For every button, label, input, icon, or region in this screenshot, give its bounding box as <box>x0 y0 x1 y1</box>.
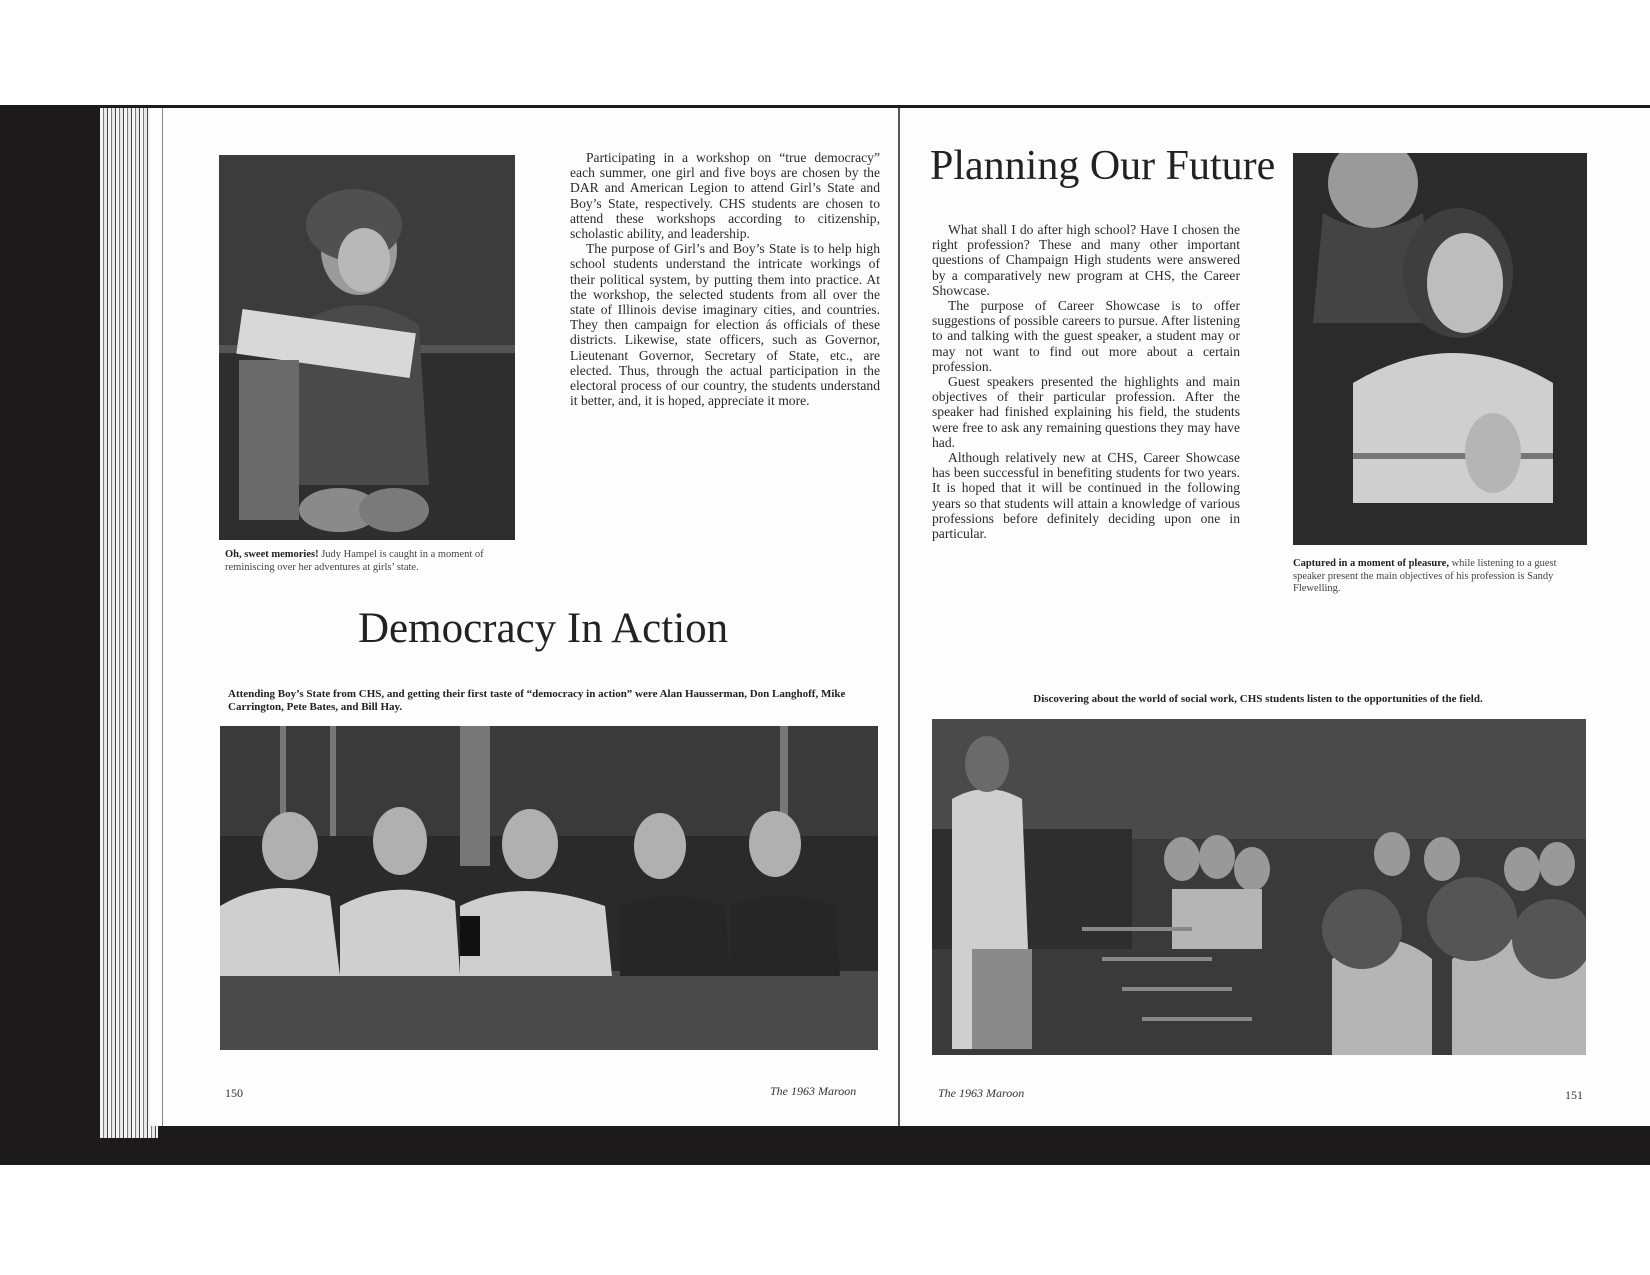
career-showcase-article <box>932 222 1240 541</box>
caption-lead: Captured in a moment of pleasure, <box>1293 558 1449 569</box>
right-running-footer: The 1963 Maroon <box>938 1086 1025 1100</box>
article-paragraph: Although relatively new at CHS, Career Showcase has been successful in benefiting students for two years. It is hoped that it will be continued in the following years so that students will attain a knowledge of various professions before definitely deciding upon one in particular. <box>932 450 1240 542</box>
caption-text: while listening to a guest speaker present the main objectives of his profession is Sandy Flewelling. <box>1293 558 1557 594</box>
heading-planning-our-future: Planning Our Future <box>930 143 1276 189</box>
photo-social-work-audience <box>932 719 1586 1055</box>
photo-judy-hampel <box>219 155 515 540</box>
social-work-caption <box>930 693 1586 706</box>
article-paragraph: The purpose of Career Showcase is to offer suggestions of possible careers to pursue. After listening to and talking with the guest speaker, a student may or may not want to find out more about a certain profession. <box>932 298 1240 374</box>
article-paragraph: What shall I do after high school? Have I chosen the right profession? These and many other important questions of Champaign High students were answered by a comparatively new program at CHS, the Career Showcase. <box>932 222 1240 298</box>
caption-text: Attending Boy’s State from CHS, and getting their first taste of “democracy in action” were Alan Hausserman, Don Langhoff, Mike Carrington, Pete Bates, and Bill Hay. <box>228 688 846 713</box>
caption-lead: Oh, sweet memories! <box>225 549 319 560</box>
left-page-number: 150 <box>225 1086 243 1100</box>
left-running-footer: The 1963 Maroon <box>770 1084 857 1098</box>
caption-text: Discovering about the world of social work, CHS students listen to the opportunities of the field. <box>1033 693 1483 705</box>
page-edge-line <box>162 108 163 1126</box>
photo-boys-state-group <box>220 726 878 1050</box>
book-gutter <box>898 108 900 1126</box>
caption-text: Judy Hampel is caught in a moment of reminiscing over her adventures at girls’ state. <box>225 549 484 573</box>
heading-democracy-in-action: Democracy In Action <box>358 605 729 652</box>
right-page-number: 151 <box>1565 1088 1583 1102</box>
photo-sandy-flewelling <box>1293 153 1587 545</box>
article-paragraph: The purpose of Girl’s and Boy’s State is to help high school students understand the intricate workings of their political system, by putting them into practice. At the workshop, the selected students from all over the state of Illinois devise imaginary cities, and countries. They then campaign for election ás officials of these districts. Likewise, state officers, such as Governor, Lieutenant Governor, Secretary of State, etc., are elected. Thus, through the actual participation in the electoral process of our country, the students understand it better, and, it is hoped, appreciate it more. <box>570 241 880 409</box>
girls-boys-state-article <box>570 150 880 408</box>
photo-caption-sandy <box>1293 558 1585 596</box>
article-paragraph: Participating in a workshop on “true democracy” each summer, one girl and five boys are chosen by the DAR and American Legion to attend Girl’s State and Boy’s State, respectively. CHS students are chosen to attend these workshops according to citizenship, scholastic ability, and leadership. <box>570 150 880 242</box>
photo-caption-judy <box>225 549 515 574</box>
article-paragraph: Guest speakers presented the highlights and main objectives of their particular profession. After the speaker had finished explaining his field, the students were free to ask any remaining questions they may have had. <box>932 374 1240 450</box>
boys-state-caption <box>228 688 878 713</box>
